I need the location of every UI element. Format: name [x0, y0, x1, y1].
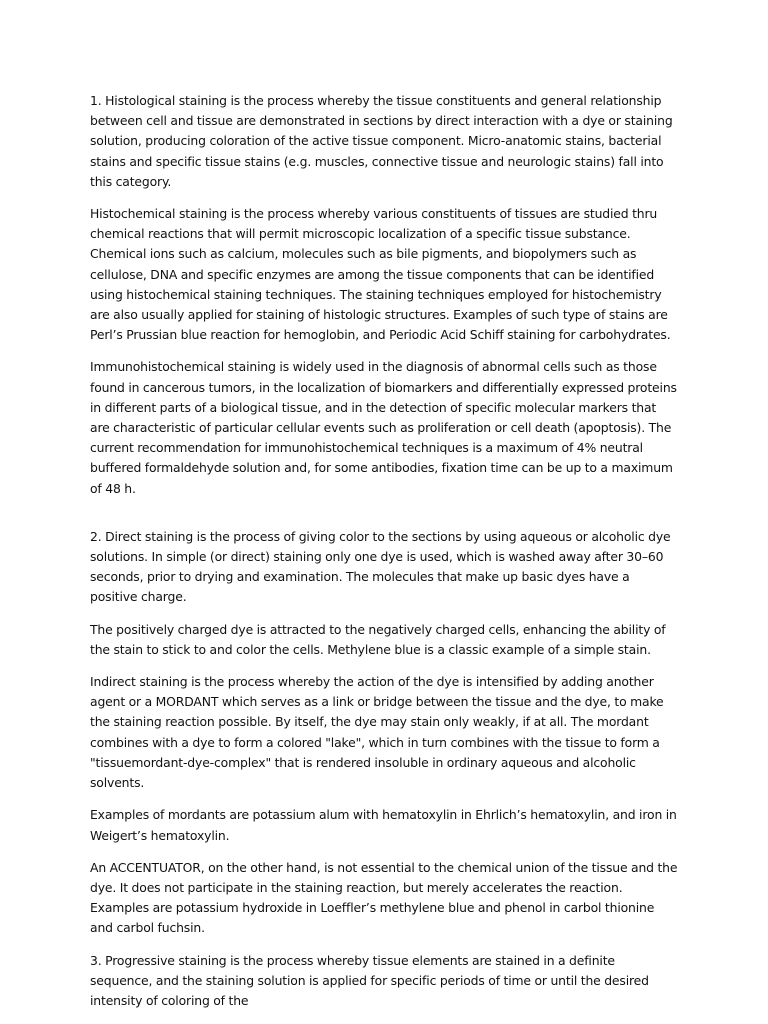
document-body [90, 91, 678, 1023]
paragraph-indirect-staining: Indirect staining is the process whereby the action of the dye is intensified by adding another agent or a MORDANT which serves as a link or bridge between the tissue and the dye, to make the staining reaction possible. By itself, the dye may stain only weakly, if at all. The mordant combines with a dye to form a colored "lake", which in turn combines with the tissue to form a "tissuemordant-dye-complex" that is rendered insoluble in ordinary aqueous and alcoholic solvents. [90, 674, 664, 791]
paragraph-direct-staining: 2. Direct staining is the process of giving color to the sections by using aqueous or alcoholic dye solutions. In simple (or direct) staining only one dye is used, which is washed away after 30–60 seconds, prior to drying and examination. The molecules that make up basic dyes have a positive charge. [90, 528, 671, 605]
paragraph-progressive-staining: 3. Progressive staining is the process whereby tissue elements are stained in a definite sequence, and the staining solution is applied for specific periods of time or until the desired intensity of coloring of the [90, 952, 649, 1008]
paragraph-mordant-examples: Examples of mordants are potassium alum with hematoxylin in Ehrlich’s hematoxylin, and iron in Weigert’s hematoxylin. [90, 807, 677, 843]
paragraph-immunohistochemical-staining: Immunohistochemical staining is widely used in the diagnosis of abnormal cells such as those found in cancerous tumors, in the localization of biomarkers and differentially expressed proteins in different parts of a biological tissue, and in the detection of specific molecular markers that are characteristic of particular cellular events such as proliferation or cell death (apoptosis). The current recommendation for immunohistochemical techniques is a maximum of 4% neutral buffered formaldehyde solution and, for some antibodies, fixation time can be up to a maximum of 48 h. [90, 359, 677, 496]
paragraph-histochemical-staining: Histochemical staining is the process whereby various constituents of tissues are studied thru chemical reactions that will permit microscopic localization of a specific tissue substance. Chemical ions such as calcium, molecules such as bile pigments, and biopolymers such as cellulose, DNA and specific enzymes are among the tissue components that can be identified using histochemical staining techniques. The staining techniques employed for histochemistry are also usually applied for staining of histologic structures. Examples of such type of stains are Perl’s Prussian blue reaction for hemoglobin, and Periodic Acid Schiff staining for carbohydrates. [90, 206, 671, 343]
paragraph-positively-charged-dye: The positively charged dye is attracted to the negatively charged cells, enhancing the ability of the stain to stick to and color the cells. Methylene blue is a classic example of a simple stain. [90, 621, 666, 657]
paragraph-histological-staining: 1. Histological staining is the process whereby the tissue constituents and general relationship between cell and tissue are demonstrated in sections by direct interaction with a dye or staining solution, producing coloration of the active tissue component. Micro-anatomic stains, bacterial stains and specific tissue stains (e.g. muscles, connective tissue and neurologic stains) fall into this category. [90, 93, 673, 189]
paragraph-accentuator: An ACCENTUATOR, on the other hand, is not essential to the chemical union of the tissue and the dye. It does not participate in the staining reaction, but merely accelerates the reaction. Examples are potassium hydroxide in Loeffler’s methylene blue and phenol in carbol thionine and carbol fuchsin. [90, 859, 678, 936]
